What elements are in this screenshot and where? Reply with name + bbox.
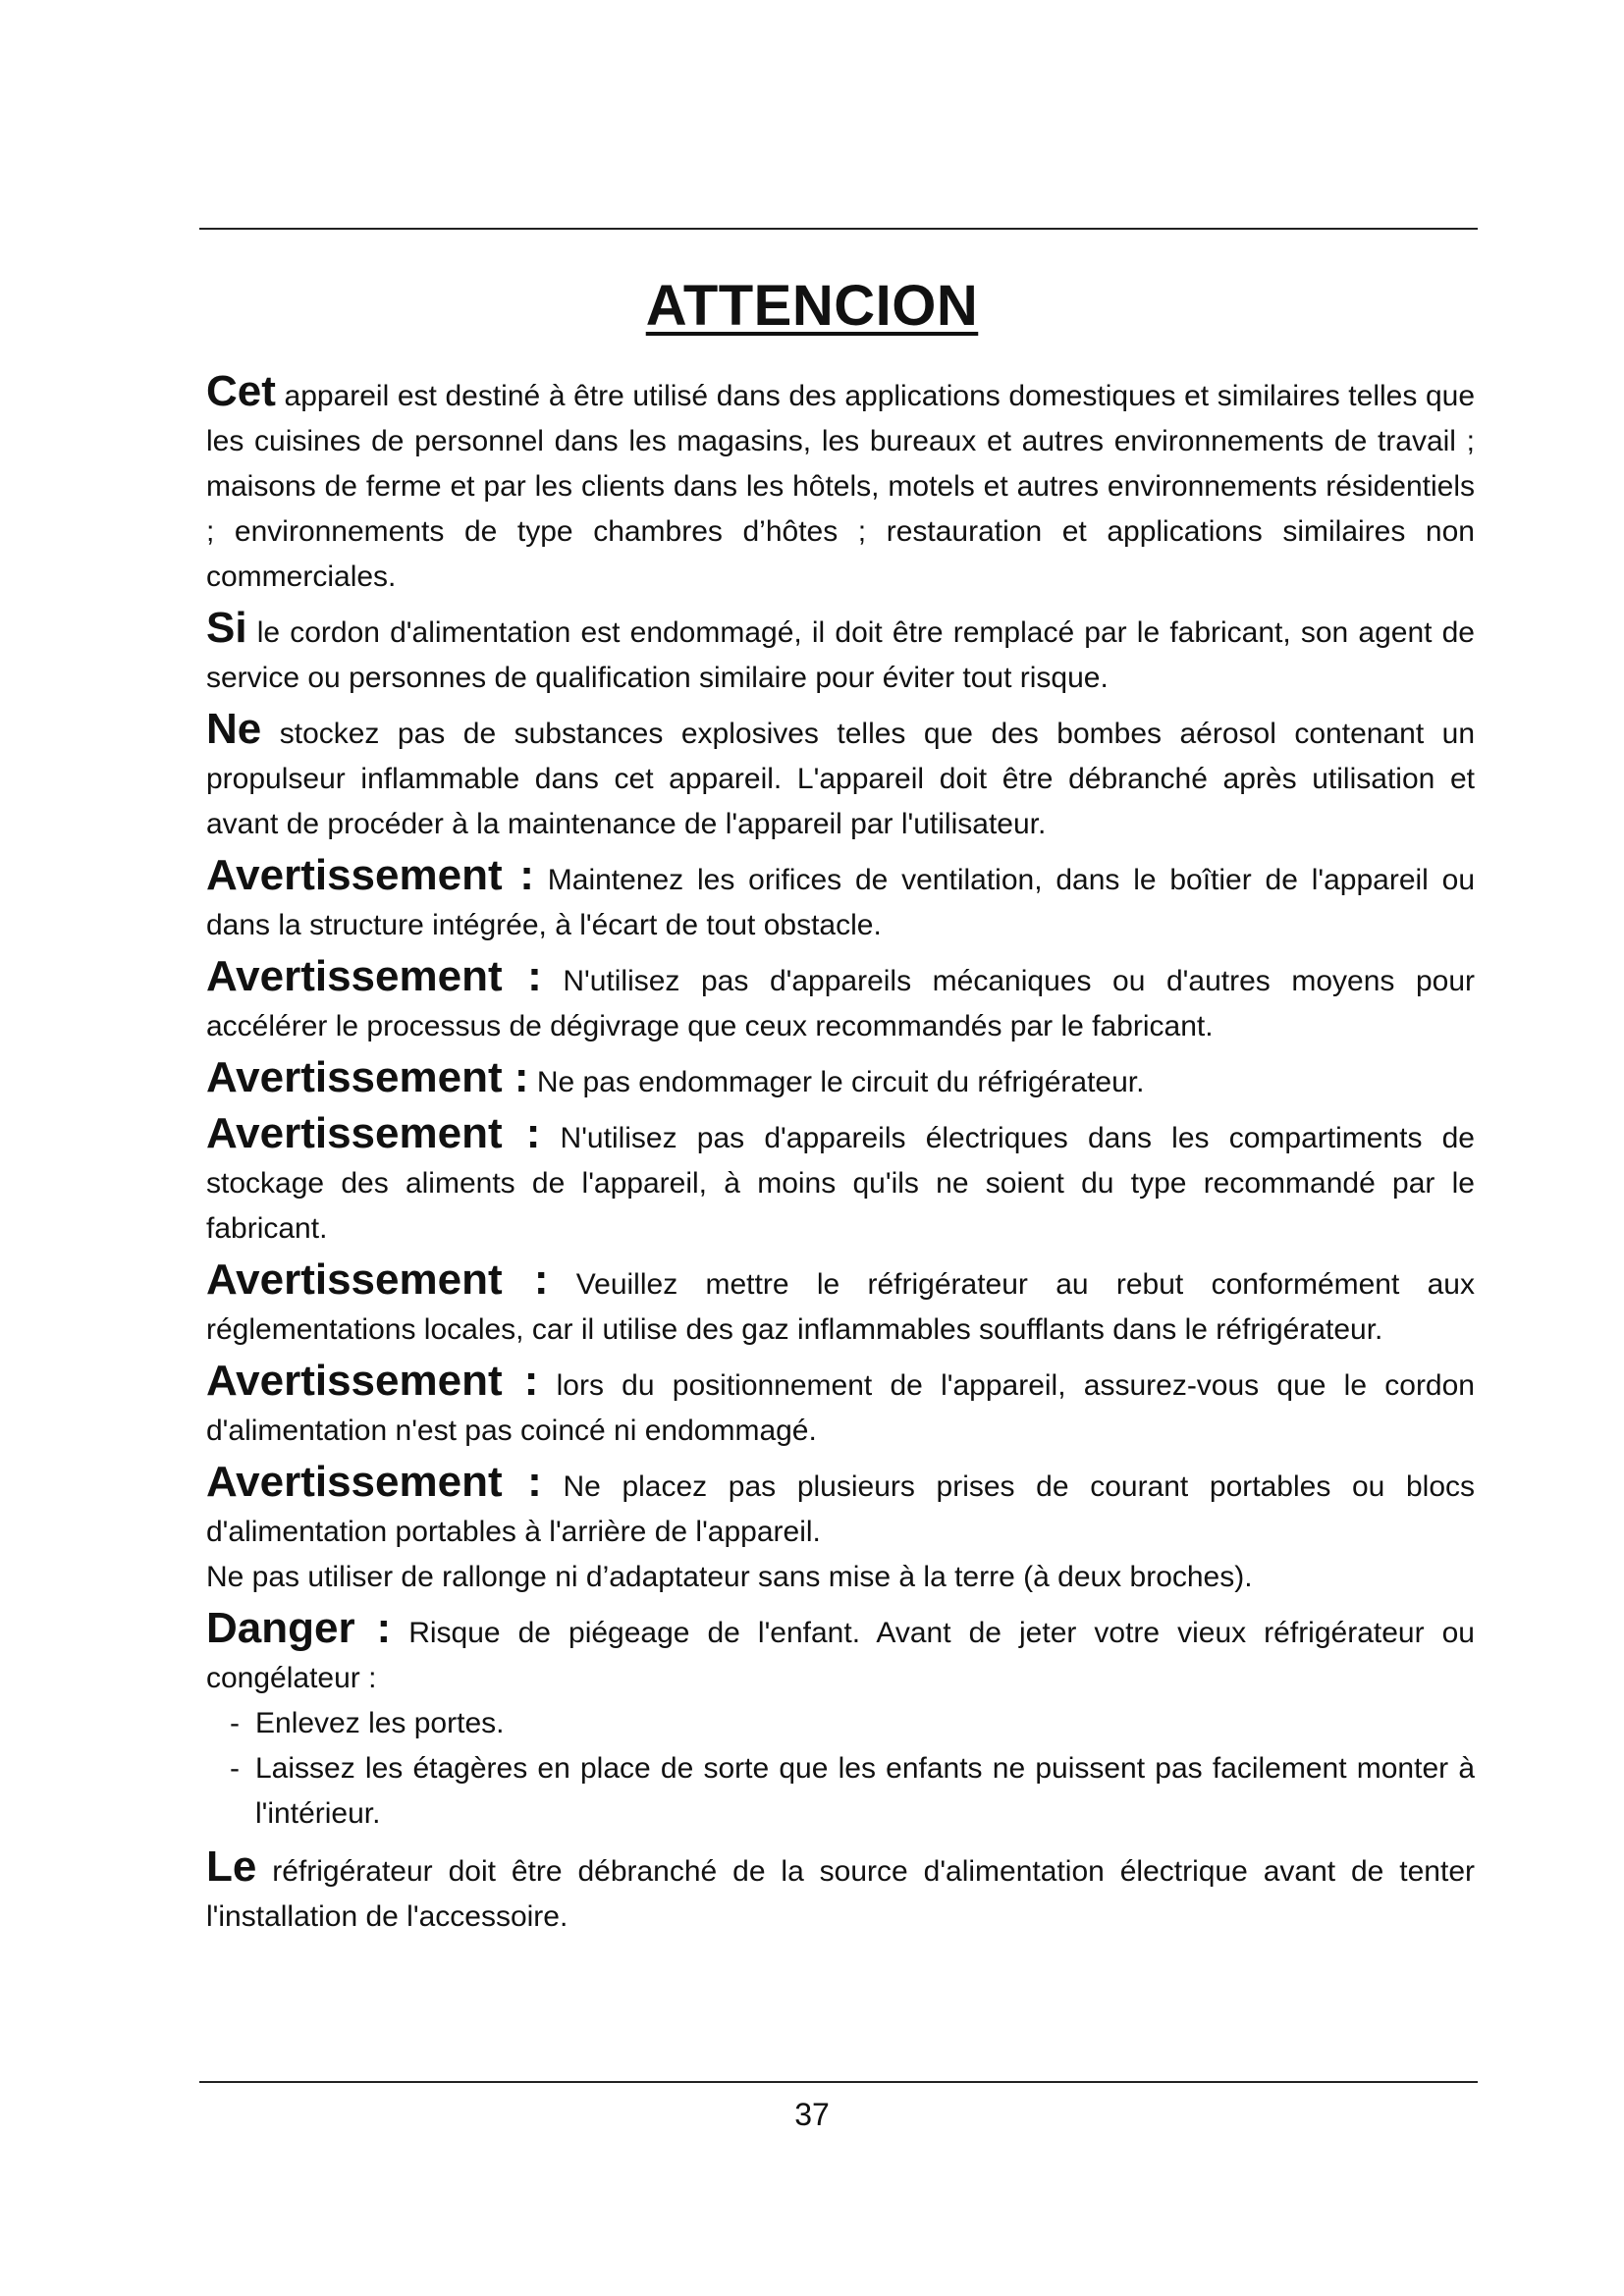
danger-steps-list (206, 1701, 1475, 1837)
warning-electrical-appliances (206, 1111, 1475, 1252)
bottom-divider (199, 2081, 1478, 2083)
paragraph-lead: Cet (206, 367, 276, 415)
page-number: 37 (794, 2097, 830, 2132)
paragraph-lead: Danger : (206, 1604, 392, 1652)
top-divider (199, 228, 1478, 230)
paragraph-lead: Avertissement : (206, 1357, 539, 1405)
warning-positioning (206, 1359, 1475, 1454)
paragraph-text: lors du positionnement de l'appareil, assurez-vous que le cordon d'alimentation n'est pas coincé ni endommagé. (206, 1369, 1475, 1447)
paragraph-lead: Le (206, 1842, 257, 1891)
paragraph-text: Ne placez pas plusieurs prises de courant portables ou blocs d'alimentation portables à l'arrière de l'appareil. (206, 1470, 1475, 1548)
paragraph-text: réfrigérateur doit être débranché de la source d'alimentation électrique avant de tenter l'installation de l'accessoire. (206, 1855, 1475, 1933)
extension-cord-note: Ne pas utiliser de rallonge ni d’adaptateur sans mise à la terre (à deux broches). (206, 1561, 1253, 1593)
paragraph-lead: Avertissement : (206, 851, 534, 899)
paragraph-text: Ne pas endommager le circuit du réfrigérateur. (528, 1066, 1145, 1098)
paragraph-text: Veuillez mettre le réfrigérateur au rebut conformément aux réglementations locales, car il utilise des gaz inflammables soufflants dans le réfrigérateur. (206, 1268, 1475, 1346)
list-item-text: Laissez les étagères en place de sorte que les enfants ne puissent pas facilement monter à l'intérieur. (255, 1752, 1475, 1830)
warning-ventilation (206, 853, 1475, 948)
paragraph-text: Maintenez les orifices de ventilation, dans le boîtier de l'appareil ou dans la structure intégrée, à l'écart de tout obstacle. (206, 864, 1476, 941)
warning-power-strips (206, 1460, 1475, 1555)
paragraph-text: stockez pas de substances explosives telles que des bombes aérosol contenant un propulseur inflammable dans cet appareil. L'appareil doit être débranché après utilisation et avant de procéder à la maintenance de l'appareil par l'utilisateur. (206, 718, 1475, 840)
paragraph-usage (206, 369, 1475, 600)
paragraph-text: N'utilisez pas d'appareils mécaniques ou d'autres moyens pour accélérer le processus de dégivrage que ceux recommandés par le fabricant. (206, 965, 1476, 1042)
dash-bullet: - (230, 1707, 240, 1739)
list-item-text: Enlevez les portes. (255, 1707, 505, 1739)
warnings-body (206, 369, 1475, 1946)
paragraph-lead: Avertissement : (206, 1109, 541, 1157)
paragraph-lead: Avertissement : (206, 1458, 542, 1506)
warning-defrosting (206, 954, 1475, 1049)
paragraph-text: Risque de piégeage de l'enfant. Avant de jeter votre vieux réfrigérateur ou congélateur : (206, 1617, 1475, 1694)
paragraph-power-cord (206, 606, 1475, 701)
paragraph-text: le cordon d'alimentation est endommagé, il doit être remplacé par le fabricant, son agent de service ou personnes de qualification similaire pour éviter tout risque. (206, 616, 1475, 694)
paragraph-text: N'utilisez pas d'appareils électriques dans les compartiments de stockage des aliments de l'appareil, à moins qu'ils ne soient du type recommandé par le fabricant. (206, 1122, 1475, 1245)
warning-disposal (206, 1257, 1475, 1353)
page-title: ATTENCION (645, 274, 979, 338)
paragraph-lead: Si (206, 604, 247, 652)
paragraph-lead: Ne (206, 705, 262, 753)
paragraph-text: appareil est destiné à être utilisé dans des applications domestiques et similaires telles que les cuisines de personnel dans les magasins, les bureaux et autres environnements de travail ; maisons de ferme et par les clients dans les hôtels, motels et autres environnements résidentiels ; environnements de type chambres d’hôtes ; restauration et applications similaires non commerciales. (206, 380, 1475, 593)
list-item (206, 1746, 1475, 1837)
paragraph-lead: Avertissement : (206, 952, 542, 1000)
danger-child-entrapment (206, 1606, 1475, 1701)
list-item (206, 1701, 1475, 1746)
warning-circuit (206, 1055, 1475, 1105)
paragraph-lead: Avertissement : (206, 1053, 529, 1101)
paragraph-explosives (206, 707, 1475, 847)
dash-bullet: - (230, 1752, 240, 1785)
paragraph-lead: Avertissement : (206, 1255, 549, 1304)
paragraph-disconnect (206, 1844, 1475, 1940)
